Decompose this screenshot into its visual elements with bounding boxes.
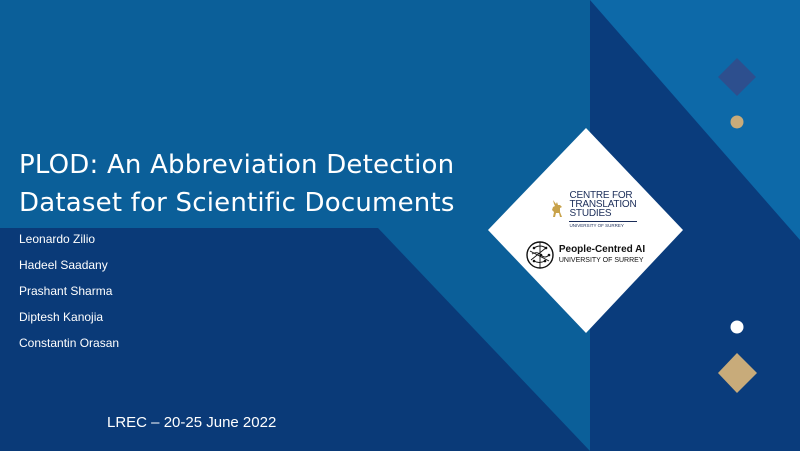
pcai-logo-university: UNIVERSITY OF SURREY (558, 257, 644, 264)
author-name: Hadeel Saadany (19, 258, 108, 272)
author-name: Leonardo Zilio (19, 232, 96, 246)
logo-card (515, 160, 655, 300)
centre-logo-university: UNIVERSITY OF SURREY (569, 221, 636, 228)
centre-translation-studies-logo (549, 191, 636, 228)
brain-network-icon (525, 240, 555, 270)
centre-logo-line: STUDIES (569, 207, 612, 219)
slide-title-line-1: PLOD: An Abbreviation Detection (19, 150, 455, 180)
conference-label: LREC – 20-25 June 2022 (107, 414, 277, 431)
people-centred-ai-logo (525, 240, 645, 270)
author-list (19, 233, 119, 363)
slide-title-line-2: Dataset for Scientific Documents (19, 188, 455, 218)
white-dot-decoration (731, 321, 744, 334)
centre-logo-line: TRANSLATION (569, 198, 637, 210)
centre-logo-line: CENTRE FOR (569, 189, 633, 201)
stag-icon (549, 199, 565, 219)
author-name: Diptesh Kanojia (19, 310, 104, 324)
author-name: Prashant Sharma (19, 284, 113, 298)
slide-title (19, 146, 489, 222)
pcai-logo-title: People-Centred AI (558, 244, 646, 255)
author-name: Constantin Orasan (19, 336, 120, 350)
gold-dot-decoration (731, 116, 744, 129)
